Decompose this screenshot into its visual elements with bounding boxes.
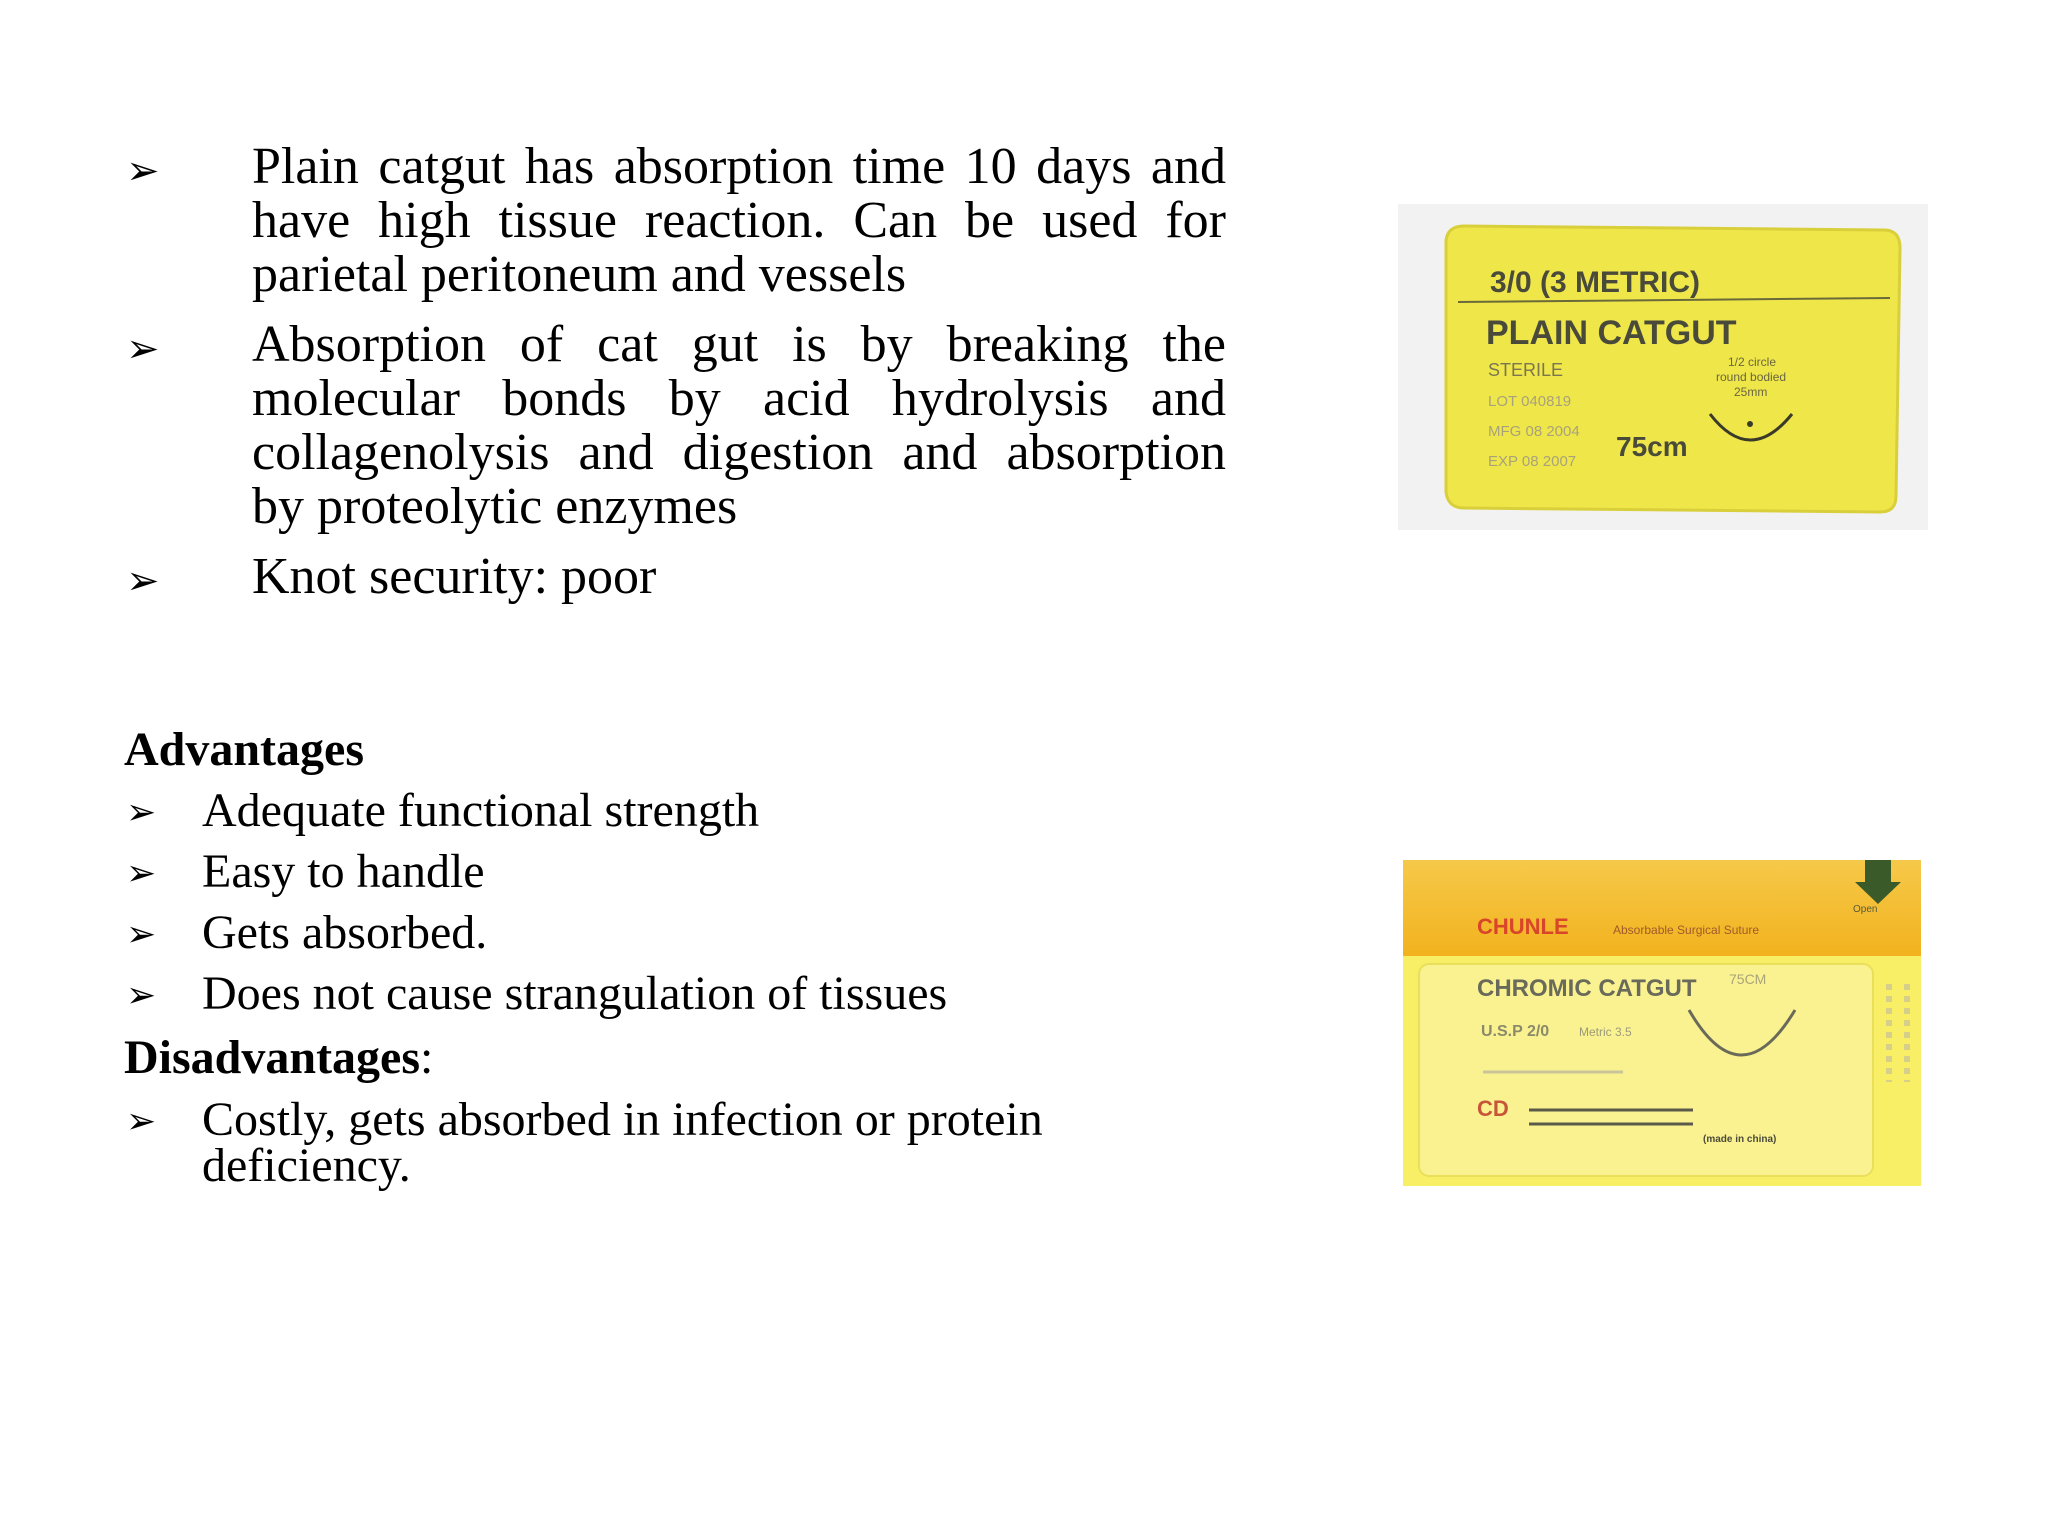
needle-info-line2: round bodied (1716, 370, 1787, 384)
list-item (126, 1093, 1226, 1192)
pack-size-text: 3/0 (3 METRIC) (1490, 266, 1701, 299)
arrow-bullet-icon: ➢ (126, 792, 157, 833)
pack-name-text: PLAIN CATGUT (1486, 314, 1737, 352)
plain-catgut-package-image (1398, 204, 1928, 530)
list-item (126, 318, 1226, 534)
list-item (126, 784, 1226, 837)
advantages-list (126, 784, 1226, 1032)
list-item (126, 140, 1226, 302)
manufacturer-logo-icon: CD (1477, 1096, 1509, 1121)
advantages-heading: Advantages (124, 723, 365, 776)
bullet-text: Gets absorbed. (202, 906, 488, 959)
pack-lot-text: LOT 040819 (1488, 393, 1572, 410)
heading-colon: : (420, 1031, 434, 1084)
chromic-catgut-package-svg (1403, 860, 1921, 1186)
pack-mfg-text: MFG 08 2004 (1488, 423, 1580, 440)
top-bullet-list (126, 140, 1226, 620)
disadvantages-heading (124, 1030, 433, 1085)
list-item (126, 550, 1226, 604)
chromic-length-text: 75CM (1729, 971, 1767, 987)
arrow-bullet-icon: ➢ (126, 914, 157, 955)
bullet-text: Knot security: poor (252, 548, 657, 605)
chromic-name-text: CHROMIC CATGUT (1477, 975, 1697, 1002)
arrow-bullet-icon: ➢ (126, 558, 160, 604)
brand-tagline-text: Absorbable Surgical Suture (1613, 923, 1760, 937)
needle-info-line1: 1/2 circle (1728, 355, 1777, 369)
arrow-bullet-icon: ➢ (126, 326, 160, 372)
pack-length-text: 75cm (1616, 431, 1688, 462)
disadvantages-heading-text: Disadvantages (124, 1031, 421, 1084)
list-item (126, 906, 1226, 959)
needle-info-line3: 25mm (1734, 385, 1768, 399)
pack-sterile-text: STERILE (1488, 360, 1564, 380)
open-text: Open (1853, 904, 1878, 915)
list-item (126, 967, 1226, 1020)
arrow-bullet-icon: ➢ (126, 148, 160, 194)
plain-catgut-package-svg (1398, 204, 1928, 530)
chromic-catgut-package-image (1403, 860, 1921, 1186)
arrow-bullet-icon: ➢ (126, 975, 157, 1016)
pack-exp-text: EXP 08 2007 (1488, 453, 1577, 470)
brand-logo-text: CHUNLE (1477, 914, 1569, 939)
bullet-text: Plain catgut has absorption time 10 days and have high tissue reaction. Can be used for parietal peritoneum and vessels (252, 138, 1226, 303)
arrow-bullet-icon: ➢ (126, 1101, 157, 1142)
arrow-bullet-icon: ➢ (126, 853, 157, 894)
bullet-text: Easy to handle (202, 845, 485, 898)
disadvantages-list (126, 1093, 1226, 1204)
bullet-text: Does not cause strangulation of tissues (202, 967, 948, 1020)
metric-text: Metric 3.5 (1579, 1025, 1632, 1039)
list-item (126, 845, 1226, 898)
bullet-text: Absorption of cat gut is by breaking the molecular bonds by acid hydrolysis and collagenolysis and digestion and absorption by proteolytic enzymes (252, 316, 1226, 535)
bullet-text: Costly, gets absorbed in infection or protein deficiency. (202, 1093, 1043, 1192)
usp-text: U.S.P 2/0 (1481, 1023, 1550, 1040)
bullet-text: Adequate functional strength (202, 784, 760, 837)
made-in-text: (made in china) (1703, 1134, 1777, 1145)
